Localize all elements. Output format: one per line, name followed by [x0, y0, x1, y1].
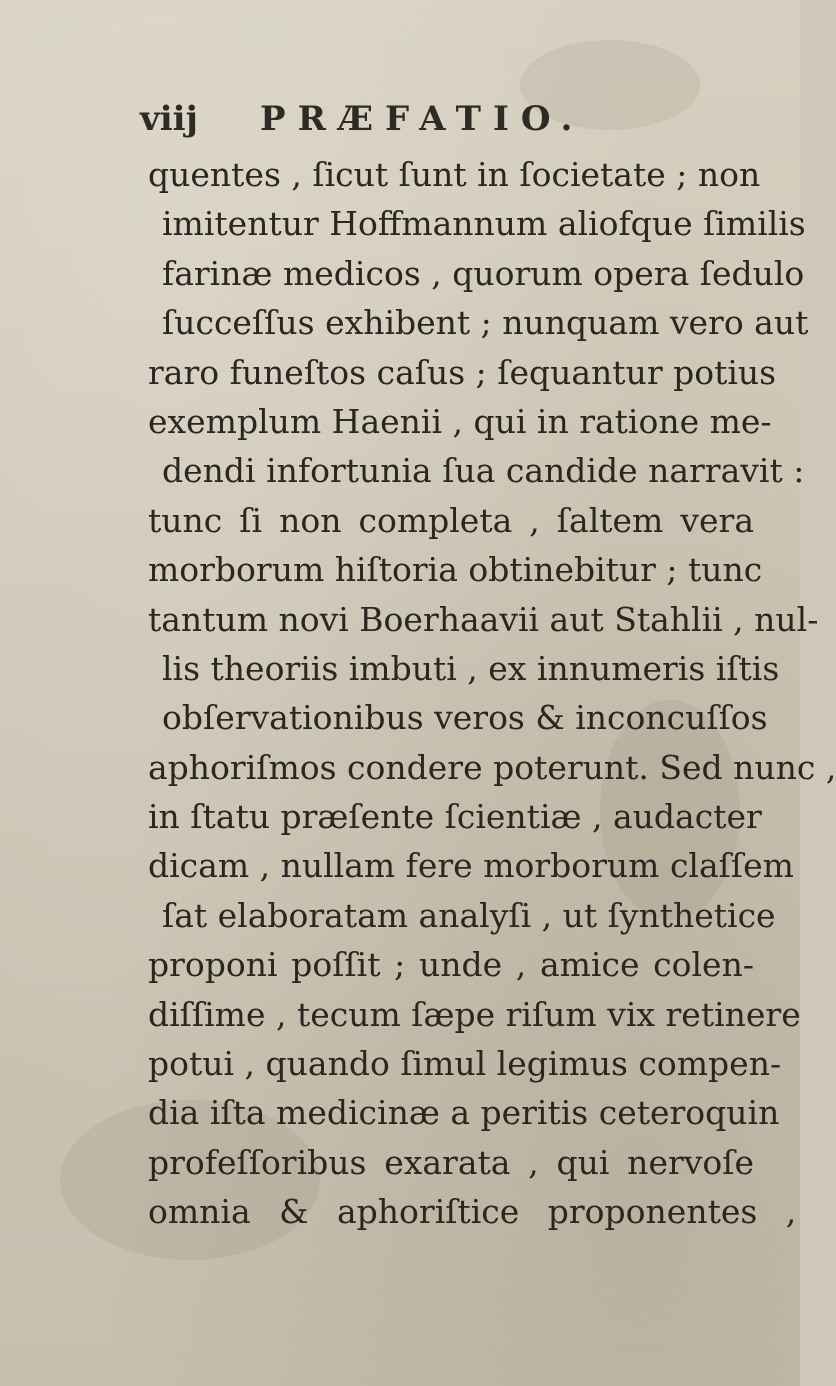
text-line: quentes , ſicut ſunt in ſocietate ; non — [148, 155, 761, 194]
text-line: proponi poſſit ; unde , amice colen- — [148, 945, 754, 985]
text-line: profeſſoribus exarata , qui nervoſe — [148, 1142, 754, 1182]
body-text — [148, 150, 836, 1237]
text-line: ſat elaboratam analyſi , ut ſynthetice — [162, 895, 776, 935]
page-number: viij — [140, 99, 198, 139]
text-line: diſſime , tecum ſæpe riſum vix retinere — [148, 994, 801, 1034]
text-line: dia iſta medicinæ a peritis ceteroquin — [148, 1093, 780, 1133]
text-line: aphoriſmos condere poterunt. Sed nunc , — [148, 747, 836, 787]
text-line: omnia & aphoriſtice proponentes , — [148, 1192, 797, 1232]
text-line: exemplum Haenii , qui in ratione me- — [148, 401, 772, 441]
text-line: farinæ medicos , quorum opera ſedulo — [162, 253, 805, 293]
text-line: tunc ſi non completa , ſaltem vera — [148, 500, 754, 540]
text-line: tantum novi Boerhaavii aut Stahlii , nul- — [148, 599, 819, 639]
text-line: in ſtatu præſente ſcientiæ , audacter — [148, 797, 762, 837]
text-line: dicam , nullam fere morborum claſſem — [148, 846, 794, 886]
text-line: raro funeſtos caſus ; ſequantur potius — [148, 352, 777, 392]
text-line: lis theoriis imbuti , ex innumeris iſtis — [162, 648, 780, 688]
text-line: dendi infortunia ſua candide narravit : — [162, 451, 805, 491]
text-line: potui , quando ſimul legimus compen- — [148, 1044, 782, 1084]
text-line: obſervationibus veros & inconcuſſos — [162, 698, 768, 738]
text-line: imitentur Hoffmannum aliofque ſimilis — [162, 204, 806, 244]
text-line: ſucceſſus exhibent ; nunquam vero aut — [162, 303, 809, 343]
running-title: PRÆFATIO. — [260, 99, 585, 139]
page-header — [140, 96, 660, 142]
text-line: morborum hiſtoria obtinebitur ; tunc — [148, 550, 763, 590]
